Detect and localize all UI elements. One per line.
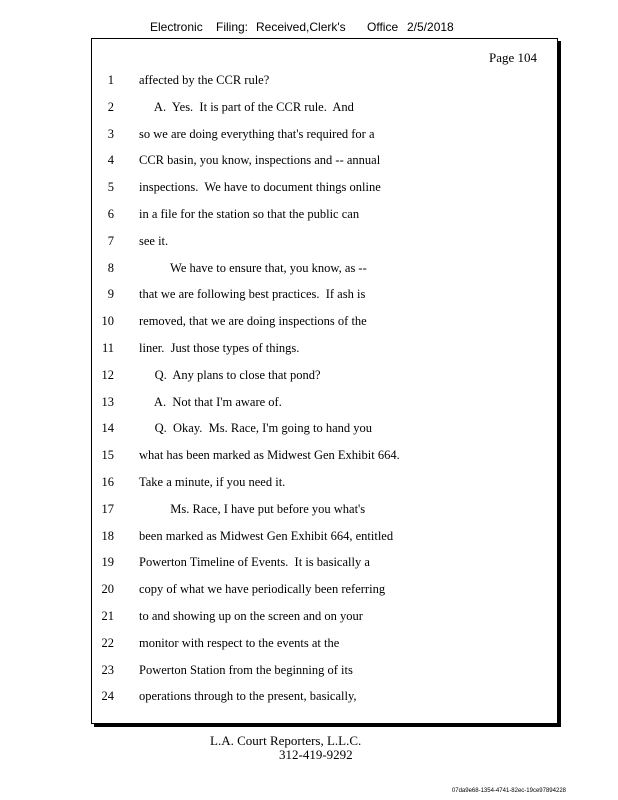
line-text: been marked as Midwest Gen Exhibit 664, entitled xyxy=(139,528,394,543)
line-number: 19 xyxy=(101,555,114,570)
transcript-line xyxy=(92,153,557,173)
transcript-line xyxy=(92,555,557,575)
line-number: 7 xyxy=(107,233,114,248)
line-text: Powerton Station from the beginning of its xyxy=(139,662,353,677)
line-text: A. Not that I'm aware of. xyxy=(139,394,282,409)
filing-stamp-received: Received,Clerk's xyxy=(256,20,346,34)
line-number: 4 xyxy=(107,153,114,168)
line-number: 15 xyxy=(101,448,114,463)
transcript-line xyxy=(92,368,557,388)
line-text: monitor with respect to the events at the xyxy=(139,635,340,650)
transcript-line xyxy=(92,582,557,602)
line-number: 8 xyxy=(107,260,114,275)
transcript-frame xyxy=(91,38,558,724)
line-text: that we are following best practices. If ash is xyxy=(139,287,366,302)
line-number: 2 xyxy=(107,99,114,114)
line-number: 22 xyxy=(101,635,114,650)
transcript-line xyxy=(92,314,557,334)
line-text: inspections. We have to document things online xyxy=(139,180,381,195)
line-text: what has been marked as Midwest Gen Exhibit 664. xyxy=(139,448,400,463)
court-reporter-name: L.A. Court Reporters, L.L.C. xyxy=(210,733,362,748)
line-text: affected by the CCR rule? xyxy=(139,73,270,87)
line-number: 1 xyxy=(107,73,114,87)
line-text: see it. xyxy=(139,233,169,248)
filing-stamp-date: 2/5/2018 xyxy=(407,20,454,34)
line-number: 5 xyxy=(107,180,114,195)
transcript-line xyxy=(92,234,557,254)
line-text: so we are doing everything that's required for a xyxy=(139,126,375,141)
line-text: Q. Any plans to close that pond? xyxy=(139,367,321,382)
court-reporter-phone: 312-419-9292 xyxy=(279,747,353,762)
filing-stamp-filing: Filing: xyxy=(216,20,249,34)
line-text: in a file for the station so that the public can xyxy=(139,207,360,221)
line-number: 6 xyxy=(107,207,114,221)
line-text: to and showing up on the screen and on your xyxy=(139,609,363,623)
line-text: removed, that we are doing inspections of the xyxy=(139,314,367,329)
line-number: 10 xyxy=(101,314,114,329)
line-number: 21 xyxy=(101,609,114,623)
line-text: Take a minute, if you need it. xyxy=(139,475,286,489)
line-text: Ms. Race, I have put before you what's xyxy=(139,501,366,516)
transcript-line xyxy=(92,502,557,522)
transcript-line xyxy=(92,421,557,441)
line-text: Powerton Timeline of Events. It is basically a xyxy=(139,555,370,570)
line-text: Q. Okay. Ms. Race, I'm going to hand you xyxy=(139,421,373,436)
transcript-line xyxy=(92,475,557,495)
transcript-line xyxy=(92,73,557,93)
transcript-line xyxy=(92,663,557,683)
filing-stamp-office: Office xyxy=(367,20,399,34)
page-number: Page 104 xyxy=(488,50,537,65)
line-number: 24 xyxy=(101,689,114,704)
transcript-line xyxy=(92,609,557,629)
line-number: 14 xyxy=(101,421,114,436)
transcript-line xyxy=(92,100,557,120)
line-number: 17 xyxy=(101,501,114,516)
line-number: 9 xyxy=(107,287,114,302)
line-text: copy of what we have periodically been referring xyxy=(139,582,386,597)
filing-stamp-electronic: Electronic xyxy=(150,20,203,34)
line-number: 11 xyxy=(101,341,114,355)
line-number: 16 xyxy=(101,475,114,489)
transcript-line xyxy=(92,341,557,361)
transcript-line xyxy=(92,395,557,415)
transcript-line xyxy=(92,207,557,227)
line-number: 23 xyxy=(101,662,114,677)
transcript-line xyxy=(92,180,557,200)
line-text: operations through to the present, basically, xyxy=(139,689,357,704)
transcript-line xyxy=(92,127,557,147)
line-text: We have to ensure that, you know, as -- xyxy=(139,260,367,275)
transcript-line xyxy=(92,689,557,709)
line-number: 20 xyxy=(101,582,114,597)
line-text: A. Yes. It is part of the CCR rule. And xyxy=(139,99,354,114)
line-number: 3 xyxy=(107,126,114,141)
line-number: 18 xyxy=(101,528,114,543)
line-text: liner. Just those types of things. xyxy=(139,341,300,355)
transcript-line xyxy=(92,261,557,281)
line-text: CCR basin, you know, inspections and -- annual xyxy=(139,153,381,168)
line-number: 13 xyxy=(101,394,114,409)
document-hash: 07da9e68-1354-4741-82ec-19ce97894228 xyxy=(451,788,566,794)
line-number: 12 xyxy=(101,367,114,382)
transcript-line xyxy=(92,448,557,468)
transcript-line xyxy=(92,287,557,307)
transcript-line xyxy=(92,529,557,549)
transcript-line xyxy=(92,636,557,656)
